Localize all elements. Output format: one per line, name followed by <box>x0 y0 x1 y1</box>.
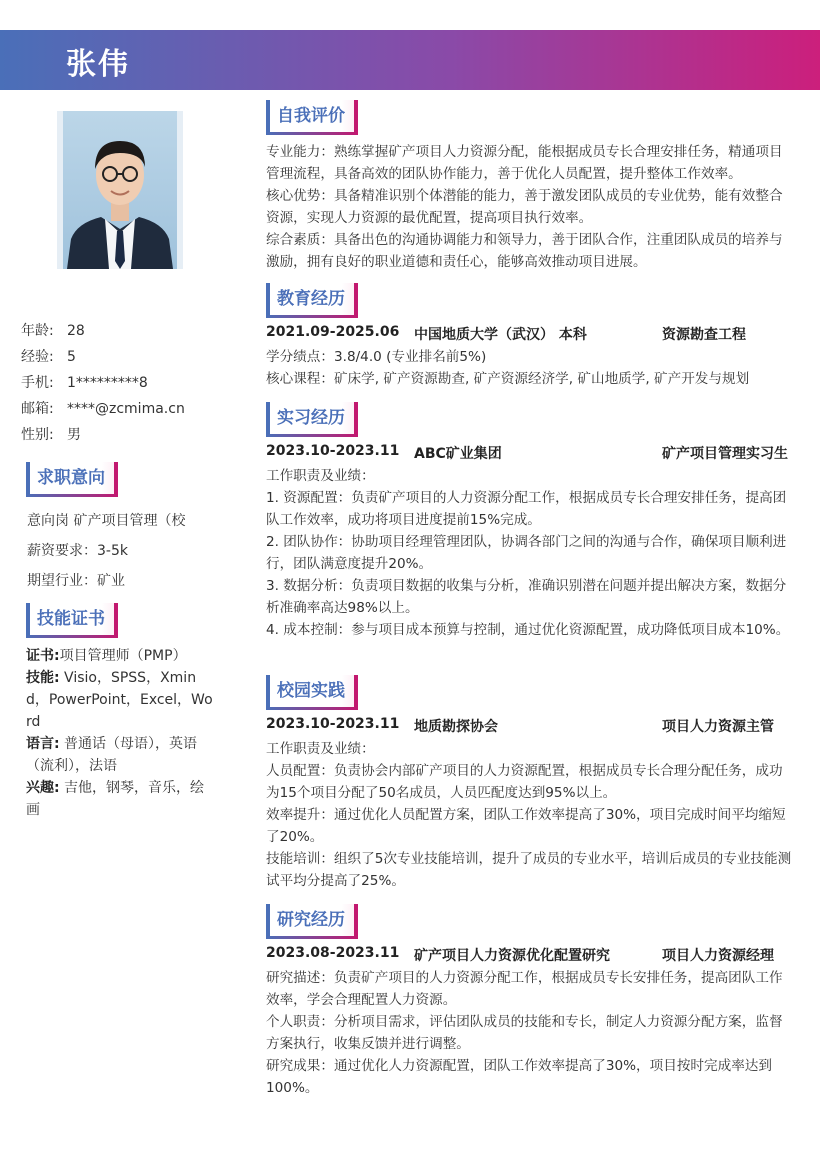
job-intent-salary: 薪资要求：3-5k <box>27 543 128 559</box>
research-org: 矿产项目人力资源优化配置研究 <box>414 948 610 964</box>
info-phone: 手机: 1*********8 <box>21 375 148 391</box>
research-date: 2023.08-2023.11 <box>266 945 400 961</box>
internship-header <box>266 443 796 465</box>
research-role: 项目人力资源经理 <box>662 948 774 964</box>
campus-section <box>266 716 796 892</box>
campus-role: 项目人力资源主管 <box>662 719 774 735</box>
skills-list <box>26 645 216 821</box>
self-eval-para: 专业能力：熟练掌握矿产项目人力资源分配，能根据成员专长合理安排任务，精通项目管理流程，具备高效的团队协作能力，善于优化人员配置，提升整体工作效率。 <box>266 144 783 182</box>
education-gpa: 学分绩点：3.8/4.0 (专业排名前5%) <box>266 349 487 365</box>
section-title-research: 研究经历 <box>266 904 358 936</box>
name-banner <box>0 30 820 90</box>
campus-line: 技能培训：组织了5次专业技能培训，提升了成员的专业水平，培训后成员的专业技能测试平均分提高了25%。 <box>266 851 792 889</box>
campus-header <box>266 716 796 738</box>
internship-section <box>266 443 796 641</box>
research-header <box>266 945 796 967</box>
skill-interests: 兴趣: 吉他，钢琴，音乐，绘画 <box>26 780 205 818</box>
info-email: 邮箱: ****@zcmima.cn <box>21 401 185 417</box>
section-title-job-intent: 求职意向 <box>26 462 118 494</box>
campus-line: 效率提升：通过优化人员配置方案，团队工作效率提高了30%，项目完成时间平均缩短了20%。 <box>266 807 786 845</box>
info-gender: 性别: 男 <box>21 427 81 443</box>
campus-line: 工作职责及业绩： <box>266 741 375 757</box>
internship-line: 4. 成本控制：参与项目成本预算与控制，通过优化资源配置，成功降低项目成本10%。 <box>266 622 790 638</box>
info-experience: 经验: 5 <box>21 349 76 365</box>
campus-org: 地质勘探协会 <box>414 719 498 735</box>
section-title-self-eval: 自我评价 <box>266 100 358 132</box>
education-header <box>266 324 796 346</box>
campus-line: 人员配置：负责协会内部矿产项目的人力资源配置，根据成员专长合理分配任务，成功为15个项目分配了50名成员，人员匹配度达到95%以上。 <box>266 763 783 801</box>
internship-line: 3. 数据分析：负责项目数据的收集与分析，准确识别潜在问题并提出解决方案，数据分析准确率高达98%以上。 <box>266 578 787 616</box>
job-intent-position: 意向岗 矿产项目管理（校 <box>27 513 186 529</box>
education-section <box>266 324 796 390</box>
education-date: 2021.09-2025.06 <box>266 324 400 340</box>
education-courses: 核心课程：矿床学, 矿产资源勘查, 矿产资源经济学, 矿山地质学, 矿产开发与规划 <box>266 371 750 387</box>
candidate-name: 张伟 <box>66 47 130 82</box>
info-age: 年龄: 28 <box>21 323 85 339</box>
section-title-internship: 实习经历 <box>266 402 358 434</box>
research-line: 研究描述：负责矿产项目的人力资源分配工作，根据成员专长安排任务，提高团队工作效率，学会合理配置人力资源。 <box>266 970 783 1008</box>
campus-date: 2023.10-2023.11 <box>266 716 400 732</box>
internship-role: 矿产项目管理实习生 <box>662 446 788 462</box>
skill-tools: 技能: Visio，SPSS，Xmind，PowerPoint，Excel，Word <box>26 670 213 730</box>
research-line: 研究成果：通过优化人力资源配置，团队工作效率提高了30%，项目按时完成率达到100%。 <box>266 1058 772 1096</box>
section-title-education: 教育经历 <box>266 283 358 315</box>
job-intent-industry: 期望行业：矿业 <box>27 573 125 589</box>
section-title-skills: 技能证书 <box>26 603 118 635</box>
internship-org: ABC矿业集团 <box>414 446 502 462</box>
internship-line: 1. 资源配置：负责矿产项目的人力资源分配工作，根据成员专长合理安排任务，提高团队工作效率，成功将项目进度提前15%完成。 <box>266 490 787 528</box>
skill-cert: 证书:项目管理师（PMP） <box>26 648 187 664</box>
section-title-campus: 校园实践 <box>266 675 358 707</box>
self-eval-section <box>266 141 796 273</box>
research-line: 个人职责：分析项目需求，评估团队成员的技能和专长，制定人力资源分配方案，监督方案执行，收集反馈并进行调整。 <box>266 1014 783 1052</box>
avatar <box>57 111 183 269</box>
self-eval-para: 核心优势：具备精准识别个体潜能的能力，善于激发团队成员的专业优势，能有效整合资源，实现人力资源的最优配置，提高项目执行效率。 <box>266 188 783 226</box>
internship-date: 2023.10-2023.11 <box>266 443 400 459</box>
education-major: 资源勘查工程 <box>662 327 746 343</box>
skill-language: 语言: 普通话（母语），英语（流利），法语 <box>26 736 198 774</box>
education-school: 中国地质大学（武汉） 本科 <box>414 327 587 343</box>
internship-line: 工作职责及业绩： <box>266 468 375 484</box>
avatar-photo-icon <box>57 111 183 269</box>
self-eval-para: 综合素质：具备出色的沟通协调能力和领导力，善于团队合作，注重团队成员的培养与激励，拥有良好的职业道德和责任心，能够高效推动项目进展。 <box>266 232 783 270</box>
internship-line: 2. 团队协作：协助项目经理管理团队，协调各部门之间的沟通与合作，确保项目顺利进行，团队满意度提升20%。 <box>266 534 787 572</box>
research-section <box>266 945 796 1099</box>
